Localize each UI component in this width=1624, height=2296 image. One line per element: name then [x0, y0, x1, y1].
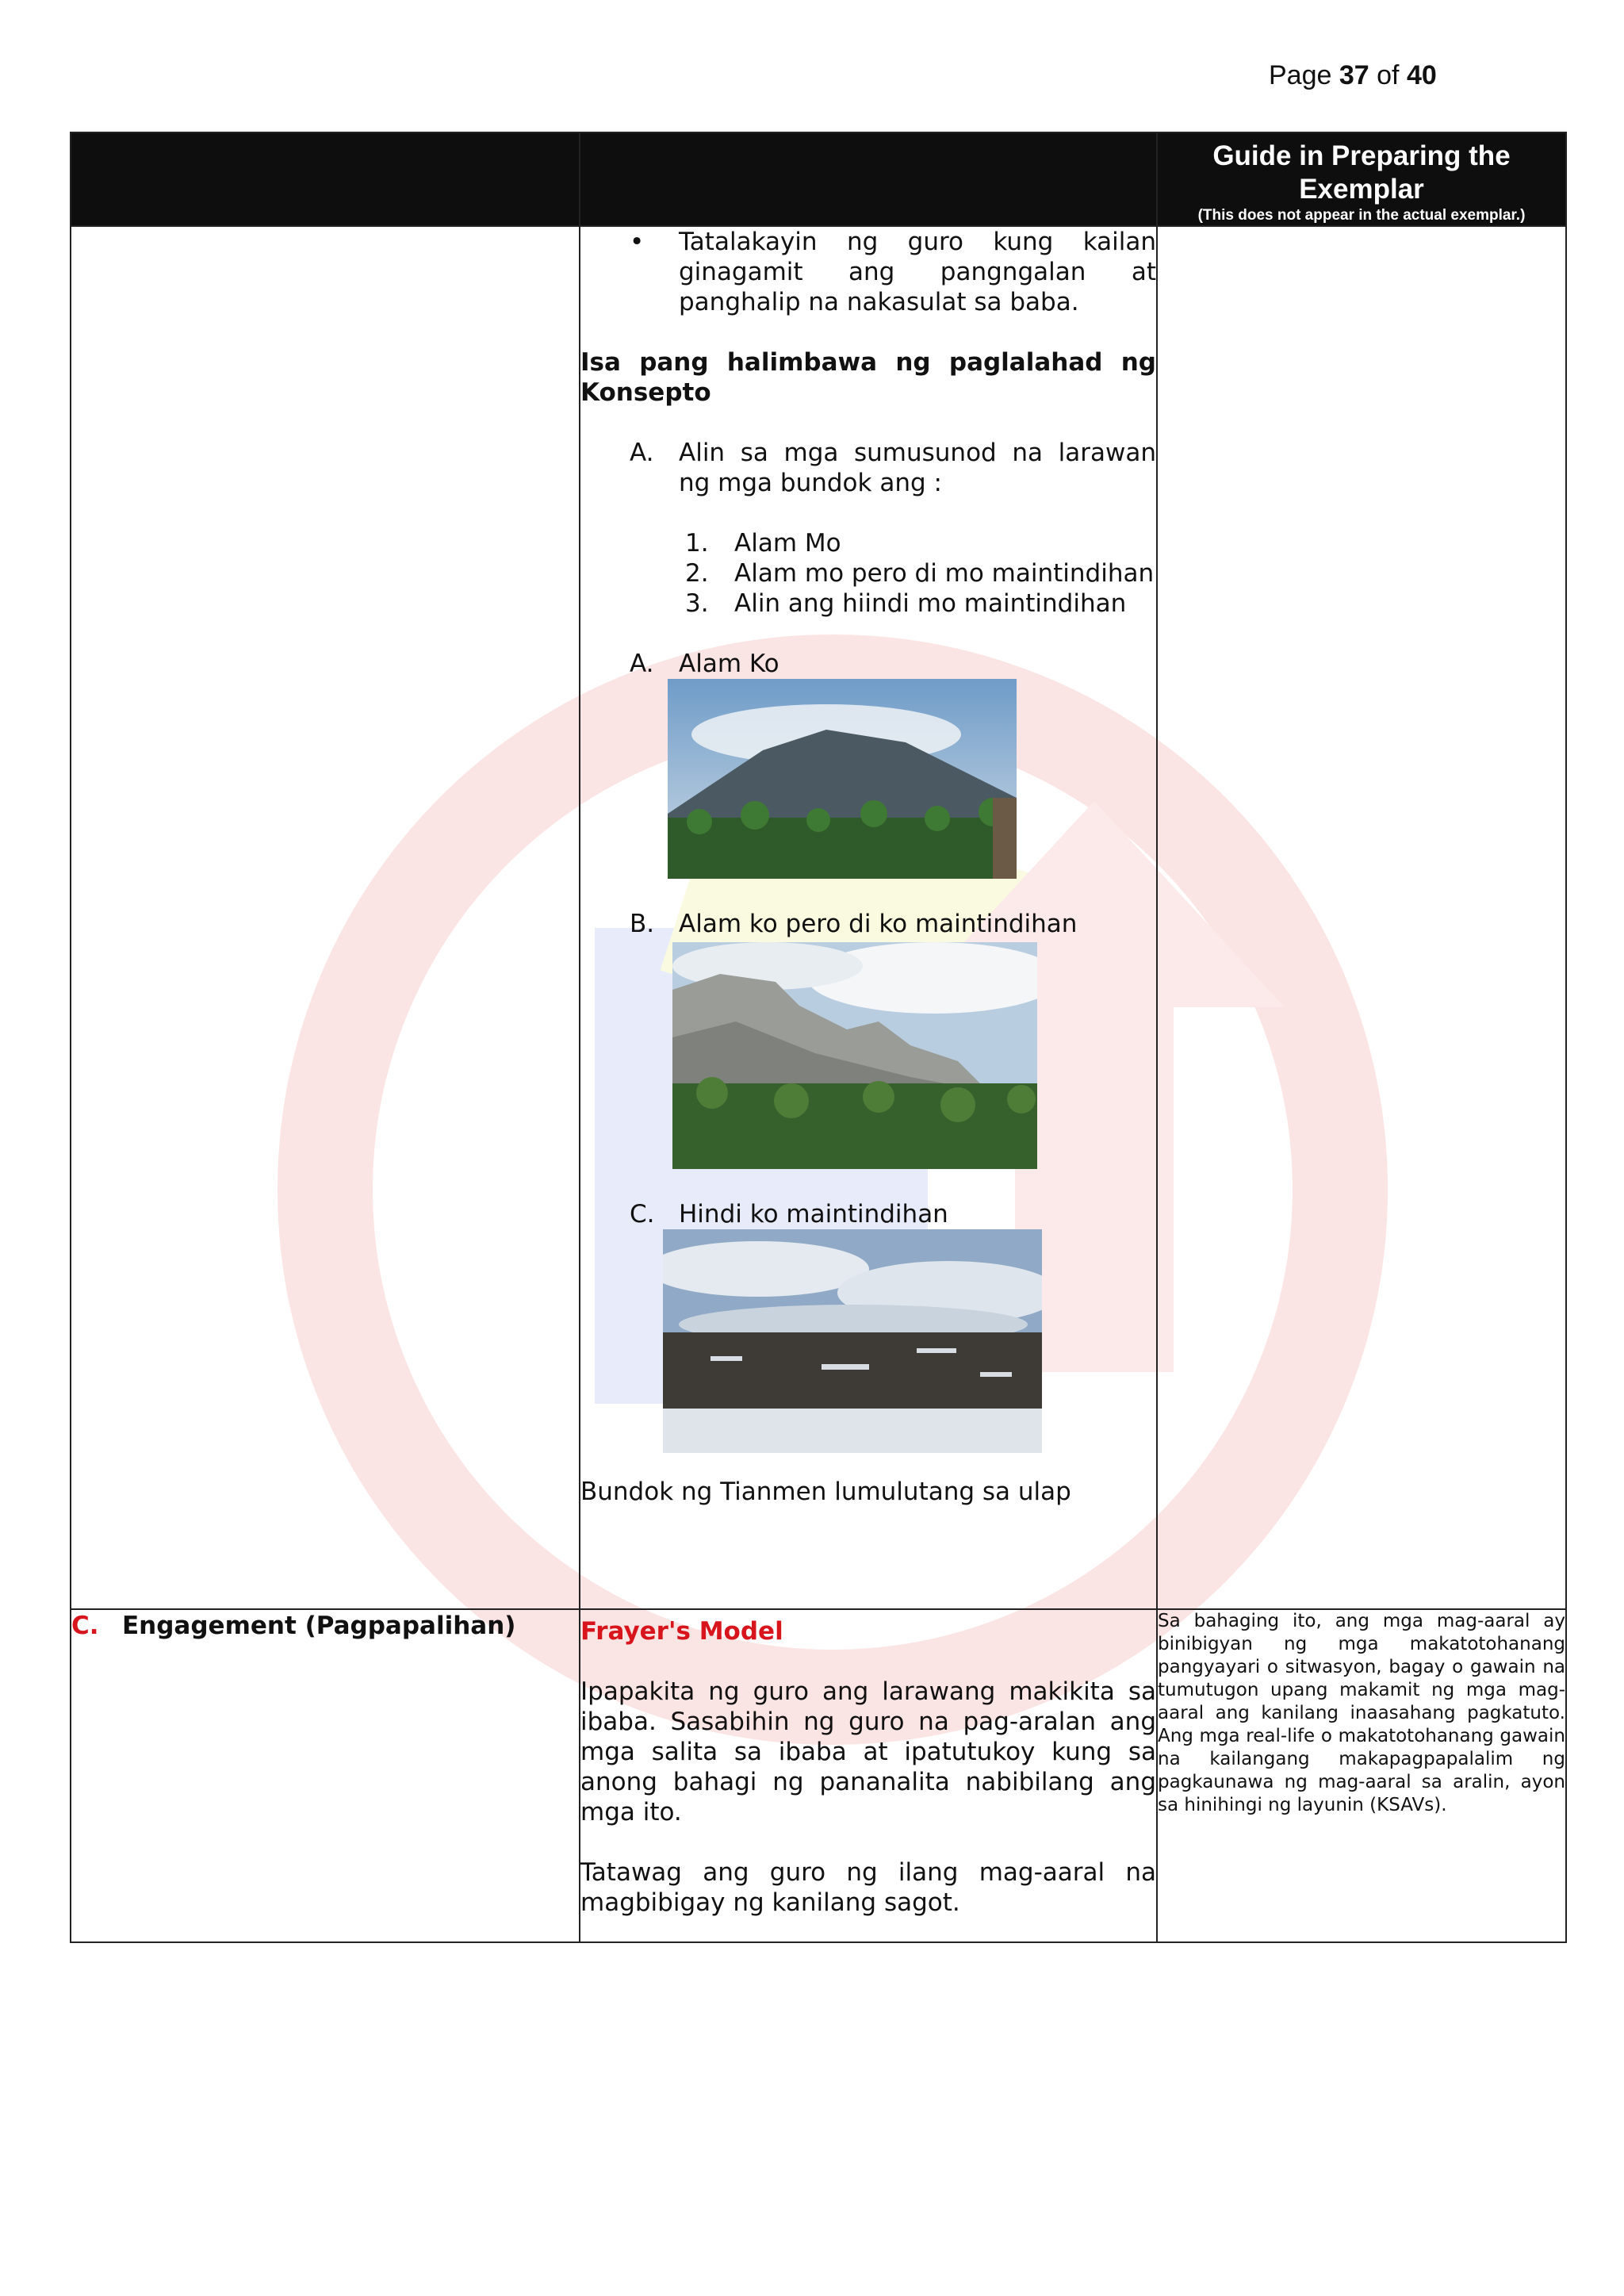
engagement-guide-cell — [1157, 1609, 1566, 1942]
list-item: 3. Alin ang hiindi mo maintindihan — [685, 589, 1127, 618]
mountain-photo-a — [668, 679, 1017, 879]
guide-note: (This does not appear in the actual exemplar.) — [1197, 207, 1526, 224]
page-number: Page 37 of 40 — [1269, 60, 1437, 90]
section1-guide-cell — [1157, 226, 1566, 1609]
model-title: Frayer's Model — [580, 1617, 783, 1646]
header-cell-middle — [580, 132, 1157, 226]
mountain-photo-c — [663, 1229, 1042, 1453]
section1-content-cell — [580, 226, 1157, 1609]
photo-caption: Bundok ng Tianmen lumulutang sa ulap — [580, 1478, 1071, 1506]
engagement-label-cell — [71, 1609, 580, 1942]
bullet-item: • Tatalakayin ng guro kung kailan ginagamit ang pangngalan at panghalip na nakasulat sa baba. — [630, 228, 1156, 316]
section-title: Engagement (Pagpapalihan) — [122, 1612, 516, 1640]
concept-heading: Isa pang halimbawa ng paglalahad ng Konsepto — [580, 348, 1156, 407]
options-list — [685, 528, 1156, 619]
item-b: B. Alam ko pero di ko maintindihan — [630, 910, 1078, 938]
question-item: A. Alin sa mga sumusunod na larawan ng mga bundok ang : — [630, 439, 1156, 497]
list-item: 1. Alam Mo — [685, 529, 841, 558]
mountain-photo-b — [672, 942, 1037, 1169]
item-a: A. Alam Ko — [630, 650, 779, 678]
list-item: 2. Alam mo pero di mo maintindihan — [685, 559, 1155, 588]
section-letter: C. — [71, 1612, 99, 1640]
guide-title: Guide in Preparing the Exemplar — [1212, 140, 1511, 205]
header-cell-guide — [1157, 132, 1566, 226]
lesson-table — [70, 132, 1567, 1943]
engagement-paragraph-2: Tatawag ang guro ng ilang mag-aaral na magbibigay ng kanilang sagot. — [580, 1858, 1156, 1917]
engagement-paragraph-1: Ipapakita ng guro ang larawang makikita sa ibaba. Sasabihin ng guro na pag-aralan ang mga salita sa ibaba at ipatutukoy kung sa anong bahagi ng pananalita nabibilang ang mga ito. — [580, 1677, 1156, 1826]
section1-left-cell — [71, 226, 580, 1609]
item-c: C. Hindi ko maintindihan — [630, 1200, 948, 1228]
header-cell-left — [71, 132, 580, 226]
engagement-content-cell — [580, 1609, 1157, 1942]
engagement-guide-text: Sa bahaging ito, ang mga mag-aaral ay binibigyan ng mga makatotohanang pangyayari o sitwasyon, bagay o gawain na tumutugon upang makamit ng mga mag-aaral ang kanilang inaasahang pagkatuto. Ang mga real-life o makatotohanang gawain na kailangang makapagpapalalim ng pagkaunawa ng mag-aaral sa aralin, ayon sa hinihingi ng layunin (KSAVs). — [1158, 1611, 1565, 1815]
